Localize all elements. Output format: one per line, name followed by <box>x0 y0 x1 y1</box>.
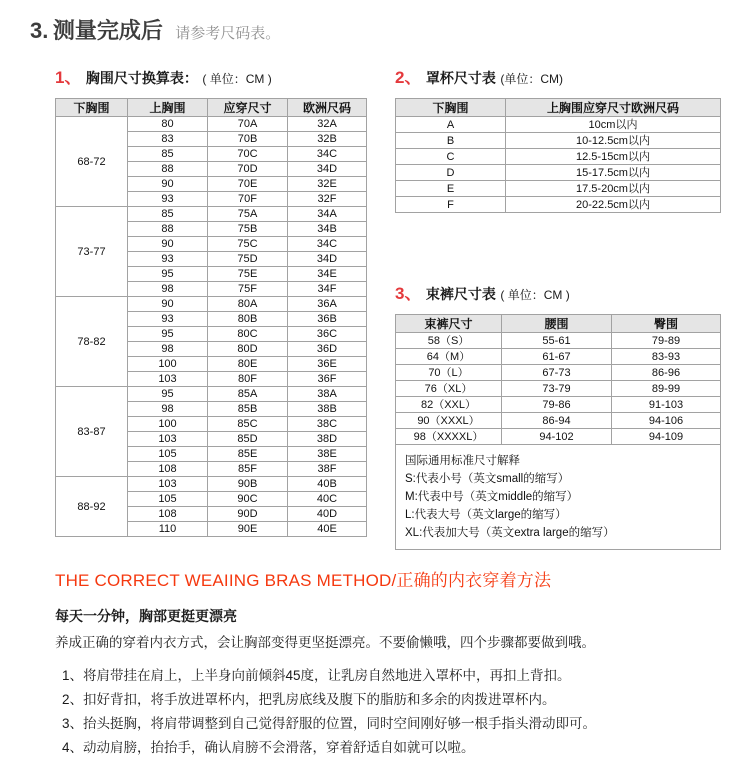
table-cell: 75F <box>208 282 288 297</box>
underbust-range-cell: 88-92 <box>56 477 128 537</box>
table-cell: D <box>396 165 506 181</box>
table-cell: 10cm以内 <box>506 117 721 133</box>
size-abbreviation-note <box>396 445 721 550</box>
table-cell: 32F <box>288 192 367 207</box>
table-cell: 32E <box>288 177 367 192</box>
table-cell: 36F <box>288 372 367 387</box>
underbust-range-cell: 78-82 <box>56 297 128 387</box>
caption-number: 3、 <box>395 284 422 303</box>
table-cell: 91-103 <box>612 397 721 413</box>
table-cell: 58（S） <box>396 333 502 349</box>
caption-text: 束裤尺寸表 <box>425 286 496 302</box>
table-cell: 108 <box>128 507 208 522</box>
table-cell: 34C <box>288 147 367 162</box>
table-cell: 86-96 <box>612 365 721 381</box>
note-line: S:代表小号（英文small的缩写） <box>405 473 570 485</box>
table-cell: 83-93 <box>612 349 721 365</box>
table-row <box>56 207 367 222</box>
underbust-range-cell: 83-87 <box>56 387 128 477</box>
table-cell: 90（XXXL） <box>396 413 502 429</box>
table-cell: 98 <box>128 402 208 417</box>
table-cell: 105 <box>128 447 208 462</box>
note-title: 国际通用标准尺寸解释 <box>405 455 520 467</box>
table-cell: 90 <box>128 237 208 252</box>
table-row <box>396 413 721 429</box>
caption-unit: (单位：CM) <box>500 72 564 86</box>
table-cell: 70（L） <box>396 365 502 381</box>
table-cell: 38A <box>288 387 367 402</box>
table-row <box>396 445 721 550</box>
table-cell: 34B <box>288 222 367 237</box>
caption-number: 2、 <box>395 68 422 87</box>
table-cell: 73-79 <box>502 381 612 397</box>
table-cell: 36E <box>288 357 367 372</box>
table-cell: 85B <box>208 402 288 417</box>
column-header: 上胸围 <box>128 99 208 117</box>
note-line: XL:代表加大号（英文extra large的缩写） <box>405 527 615 539</box>
table-cell: 95 <box>128 387 208 402</box>
table-cell: 85C <box>208 417 288 432</box>
table-cell: 70B <box>208 132 288 147</box>
table-cell: 85 <box>128 207 208 222</box>
method-intro: 养成正确的穿着内衣方式，会让胸部变得更坚挺漂亮。不要偷懒哦，四个步骤都要做到哦。 <box>55 635 595 650</box>
table-cell: 40B <box>288 477 367 492</box>
table-cell: 36B <box>288 312 367 327</box>
table-cell: 85A <box>208 387 288 402</box>
table-cell: 85 <box>128 147 208 162</box>
table-cell: E <box>396 181 506 197</box>
table-row <box>396 181 721 197</box>
table-cell: 90B <box>208 477 288 492</box>
caption-number: 1、 <box>55 68 82 87</box>
column-header: 下胸围 <box>56 99 128 117</box>
table-header-row <box>396 315 721 333</box>
table-cell: 93 <box>128 312 208 327</box>
table-cell: 70A <box>208 117 288 132</box>
table-header-row <box>56 99 367 117</box>
table-cell: 82（XXL） <box>396 397 502 413</box>
table-cell: 80D <box>208 342 288 357</box>
table-cell: 90 <box>128 177 208 192</box>
table-row <box>396 117 721 133</box>
table-cell: 80F <box>208 372 288 387</box>
table-row <box>396 397 721 413</box>
table-cell: 79-86 <box>502 397 612 413</box>
note-line: M:代表中号（英文middle的缩写） <box>405 491 579 503</box>
table-cell: 108 <box>128 462 208 477</box>
table-cell: 89-99 <box>612 381 721 397</box>
table-cell: 12.5-15cm以内 <box>506 149 721 165</box>
table-cell: 94-106 <box>612 413 721 429</box>
page-title-number: 3. <box>30 18 49 43</box>
table-header-row <box>396 99 721 117</box>
table-cell: 79-89 <box>612 333 721 349</box>
table-cell: 86-94 <box>502 413 612 429</box>
table-cell: 76（XL） <box>396 381 502 397</box>
wearing-step: 2、扣好背扣，将手放进罩杯内，把乳房底线及腹下的脂肪和多余的肉拨进罩杯内。 <box>62 692 556 707</box>
table-cell: 83 <box>128 132 208 147</box>
caption-text: 胸围尺寸换算表： <box>85 70 198 86</box>
caption-unit: ( 单位：CM ) <box>500 288 570 302</box>
table-row <box>396 333 721 349</box>
table-cell: 95 <box>128 327 208 342</box>
table-cell: 94-102 <box>502 429 612 445</box>
table-cell: 36C <box>288 327 367 342</box>
table-cell: 75C <box>208 237 288 252</box>
column-header: 束裤尺寸 <box>396 315 502 333</box>
table-cell: 38C <box>288 417 367 432</box>
girdle-size-table <box>395 314 721 550</box>
right-tables-column <box>395 63 721 550</box>
table-cell: 98 <box>128 342 208 357</box>
column-header: 臀围 <box>612 315 721 333</box>
table-row <box>396 133 721 149</box>
table-cell: 34A <box>288 207 367 222</box>
wearing-step: 3、抬头挺胸，将肩带调整到自己觉得舒服的位置，同时空间刚好够一根手指头滑动即可。 <box>62 716 597 731</box>
table-cell: 70C <box>208 147 288 162</box>
table-cell: 85D <box>208 432 288 447</box>
bust-table-column <box>55 63 367 550</box>
table-row <box>396 165 721 181</box>
table-cell: B <box>396 133 506 149</box>
table-cell: 90D <box>208 507 288 522</box>
table-cell: 98（XXXXL） <box>396 429 502 445</box>
column-header: 下胸围 <box>396 99 506 117</box>
table-row <box>56 477 367 492</box>
table-cell: 93 <box>128 252 208 267</box>
table-cell: 103 <box>128 432 208 447</box>
table-row <box>56 297 367 312</box>
girdle-table-caption <box>395 279 721 304</box>
table-cell: 80B <box>208 312 288 327</box>
table-cell: 88 <box>128 222 208 237</box>
table-row <box>396 149 721 165</box>
table-row <box>56 387 367 402</box>
table-cell: 75A <box>208 207 288 222</box>
table-row <box>396 197 721 213</box>
table-cell: 10-12.5cm以内 <box>506 133 721 149</box>
table-row <box>56 117 367 132</box>
note-line: L:代表大号（英文large的缩写） <box>405 509 567 521</box>
table-cell: 38D <box>288 432 367 447</box>
table-cell: 15-17.5cm以内 <box>506 165 721 181</box>
table-cell: 38F <box>288 462 367 477</box>
table-cell: 110 <box>128 522 208 537</box>
table-cell: 80 <box>128 117 208 132</box>
table-cell: 70F <box>208 192 288 207</box>
table-row <box>396 381 721 397</box>
table-cell: 94-109 <box>612 429 721 445</box>
table-cell: 34D <box>288 162 367 177</box>
table-cell: 32A <box>288 117 367 132</box>
cup-table-caption <box>395 63 721 88</box>
table-cell: 55-61 <box>502 333 612 349</box>
page-header <box>0 0 750 45</box>
table-cell: 75D <box>208 252 288 267</box>
caption-text: 罩杯尺寸表 <box>425 70 496 86</box>
table-cell: 80C <box>208 327 288 342</box>
table-cell: 40E <box>288 522 367 537</box>
table-cell: 38B <box>288 402 367 417</box>
table-cell: 95 <box>128 267 208 282</box>
wearing-step: 1、将肩带挂在肩上，上半身向前倾斜45度，让乳房自然地进入罩杯中，再扣上背扣。 <box>62 668 571 683</box>
table-cell: 93 <box>128 192 208 207</box>
wearing-step: 4、动动肩膀，抬抬手，确认肩膀不会滑落，穿着舒适自如就可以啦。 <box>62 740 475 755</box>
table-cell: 103 <box>128 372 208 387</box>
method-subheading: 每天一分钟，胸部更挺更漂亮 <box>55 608 237 624</box>
size-tables-area <box>0 63 750 550</box>
table-cell: 36A <box>288 297 367 312</box>
table-cell: 85F <box>208 462 288 477</box>
table-cell: 34F <box>288 282 367 297</box>
table-cell: 90 <box>128 297 208 312</box>
column-header: 上胸围应穿尺寸欧洲尺码 <box>506 99 721 117</box>
table-cell: 64（M） <box>396 349 502 365</box>
wearing-method-section <box>0 566 750 760</box>
table-cell: 61-67 <box>502 349 612 365</box>
table-cell: 100 <box>128 357 208 372</box>
table-cell: 85E <box>208 447 288 462</box>
underbust-range-cell: 68-72 <box>56 117 128 207</box>
table-cell: 34D <box>288 252 367 267</box>
table-cell: 90C <box>208 492 288 507</box>
table-row <box>396 429 721 445</box>
table-cell: 32B <box>288 132 367 147</box>
table-cell: 80A <box>208 297 288 312</box>
column-header: 欧洲尺码 <box>288 99 367 117</box>
method-steps <box>55 664 750 760</box>
table-cell: 36D <box>288 342 367 357</box>
table-cell: 70E <box>208 177 288 192</box>
column-header: 腰围 <box>502 315 612 333</box>
table-cell: 100 <box>128 417 208 432</box>
page-subtitle: 请参考尺码表。 <box>175 25 281 42</box>
table-cell: F <box>396 197 506 213</box>
table-cell: 38E <box>288 447 367 462</box>
table-cell: 80E <box>208 357 288 372</box>
table-cell: 67-73 <box>502 365 612 381</box>
table-cell: 34E <box>288 267 367 282</box>
bust-table-caption <box>55 63 367 88</box>
table-cell: 88 <box>128 162 208 177</box>
table-cell: 20-22.5cm以内 <box>506 197 721 213</box>
table-row <box>396 365 721 381</box>
bust-size-table <box>55 98 367 537</box>
table-cell: 75E <box>208 267 288 282</box>
table-cell: A <box>396 117 506 133</box>
table-cell: 70D <box>208 162 288 177</box>
table-cell: 34C <box>288 237 367 252</box>
table-cell: 90E <box>208 522 288 537</box>
page-title: 测量完成后 <box>52 18 163 43</box>
table-cell: C <box>396 149 506 165</box>
caption-unit: ( 单位：CM ) <box>202 72 272 86</box>
column-header: 应穿尺寸 <box>208 99 288 117</box>
table-cell: 40D <box>288 507 367 522</box>
table-cell: 105 <box>128 492 208 507</box>
table-row <box>396 349 721 365</box>
table-cell: 17.5-20cm以内 <box>506 181 721 197</box>
table-cell: 103 <box>128 477 208 492</box>
cup-size-table <box>395 98 721 213</box>
method-heading: THE CORRECT WEAIING BRAS METHOD/正确的内衣穿着方法 <box>55 571 552 590</box>
underbust-range-cell: 73-77 <box>56 207 128 297</box>
table-cell: 98 <box>128 282 208 297</box>
table-cell: 75B <box>208 222 288 237</box>
table-cell: 40C <box>288 492 367 507</box>
